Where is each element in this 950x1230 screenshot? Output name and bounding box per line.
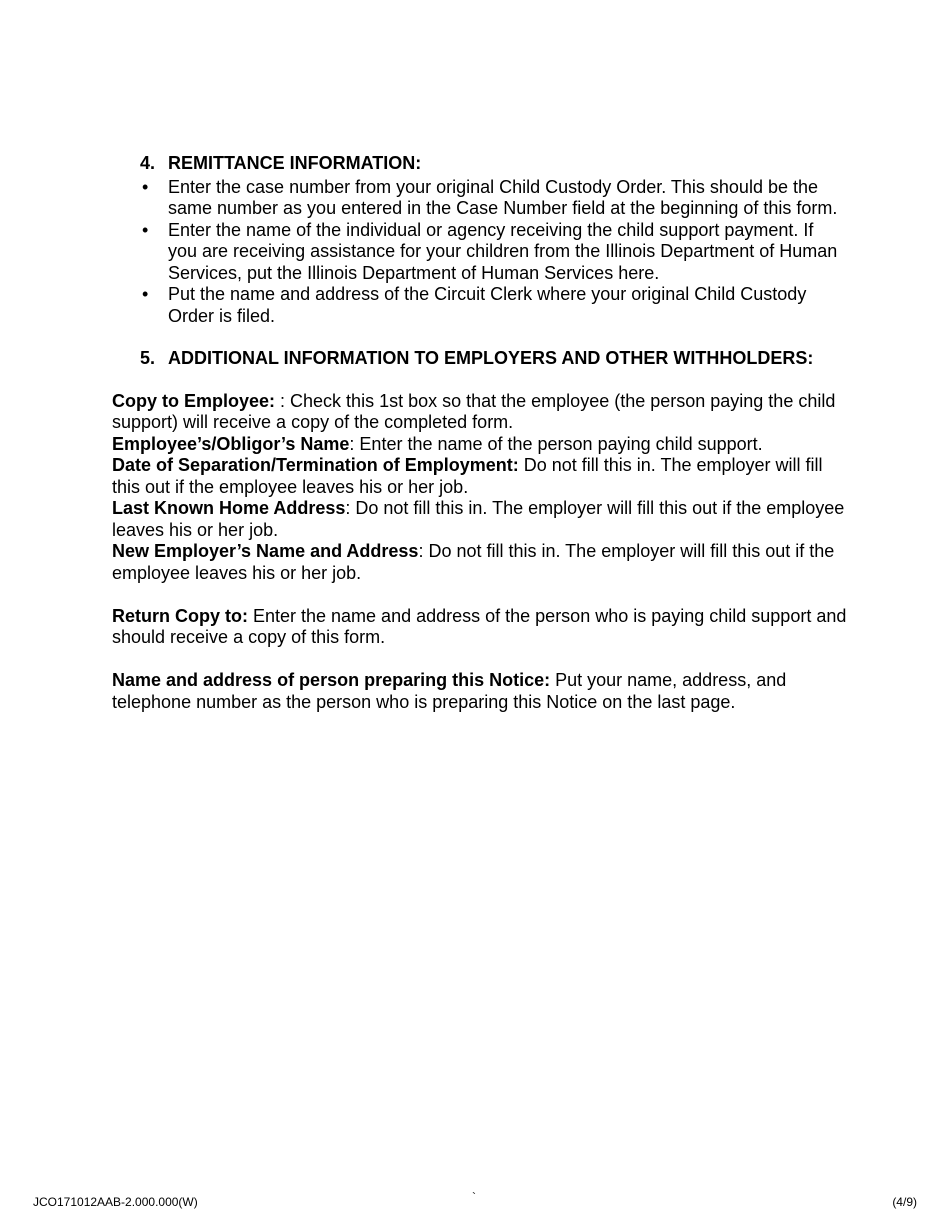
section-4-number: 4.: [140, 153, 156, 173]
copy-to-employee-paragraph: [112, 391, 847, 434]
section-4-heading: [112, 153, 847, 175]
copy-to-employee-text: : Check this 1st box so that the employee (the person paying the child support) will receive a copy of the completed form.: [112, 390, 836, 432]
bullet-text: Put the name and address of the Circuit Clerk where your original Child Custody Order is filed.: [168, 284, 807, 326]
section-5-heading: [112, 348, 847, 370]
separation-date-paragraph: [112, 455, 847, 498]
section-5-title: ADDITIONAL INFORMATION TO EMPLOYERS AND OTHER WITHHOLDERS:: [168, 348, 814, 368]
copy-to-employee-label: Copy to Employee:: [112, 390, 276, 411]
form-code: JCO171012AAB-2.000.000(W): [33, 1195, 198, 1209]
instructions-content: [112, 153, 847, 713]
list-item: [112, 284, 847, 327]
list-item: [112, 177, 847, 220]
bullet-icon: •: [142, 284, 149, 304]
new-employer-label: New Employer’s Name and Address: [112, 541, 419, 561]
home-address-label: Last Known Home Address: [112, 498, 346, 518]
page-number: (4/9): [892, 1195, 917, 1209]
obligor-name-paragraph: [112, 434, 847, 456]
home-address-paragraph: [112, 498, 847, 541]
obligor-name-label: Employee’s/Obligor’s Name: [112, 433, 350, 454]
return-copy-label: Return Copy to:: [112, 605, 248, 626]
bullet-icon: •: [142, 176, 149, 197]
preparer-label: Name and address of person preparing this Notice:: [112, 670, 551, 690]
list-item: [112, 220, 847, 285]
new-employer-paragraph: [112, 541, 847, 584]
section-5-number: 5.: [140, 348, 156, 368]
home-address-text: : Do not fill this in. The employer will fill this out if the employee leaves his or her job.: [112, 498, 845, 540]
separation-date-label: Date of Separation/Termination of Employment:: [112, 455, 519, 475]
return-copy-text: Enter the name and address of the person who is paying child support and should receive a copy of this form.: [112, 605, 847, 647]
new-employer-text: : Do not fill this in. The employer will fill this out if the employee leaves his or her job.: [112, 541, 835, 583]
section-4-bullet-list: [112, 177, 847, 328]
preparer-text: Put your name, address, and telephone number as the person who is preparing this Notice on the last page.: [112, 670, 787, 712]
preparer-paragraph: [112, 670, 847, 713]
footer-mark: `: [472, 1190, 476, 1204]
separation-date-text: Do not fill this in. The employer will fill this out if the employee leaves his or her job.: [112, 455, 823, 497]
section-4-title: REMITTANCE INFORMATION:: [168, 153, 422, 173]
return-copy-paragraph: [112, 606, 847, 649]
spacer: [112, 649, 847, 671]
bullet-text: Enter the name of the individual or agency receiving the child support payment. If you are receiving assistance for your children from the Illinois Department of Human Services, put the Illinois Department of Human Services here.: [168, 219, 838, 283]
bullet-text: Enter the case number from your original Child Custody Order. This should be the same number as you entered in the Case Number field at the beginning of this form.: [168, 176, 838, 218]
obligor-name-text: : Enter the name of the person paying child support.: [349, 433, 763, 454]
bullet-icon: •: [142, 219, 149, 240]
spacer: [112, 584, 847, 606]
